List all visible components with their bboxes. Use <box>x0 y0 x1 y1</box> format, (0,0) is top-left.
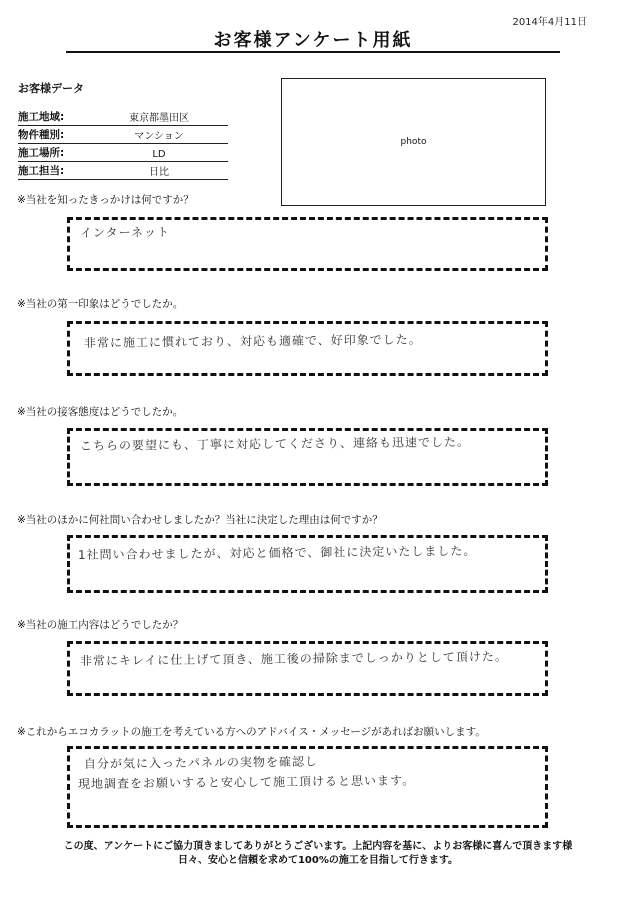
question-1: ※当社を知ったきっかけは何ですか？ <box>17 194 194 206</box>
answer-box-4 <box>67 535 548 593</box>
info-row-property-type <box>18 126 228 144</box>
answer-text-3: こちらの要望にも、丁寧に対応してくださり、連絡も迅速でした。 <box>79 434 471 453</box>
answer-text-4: 1社問い合わせましたが、対応と価格で、御社に決定いたしました。 <box>77 543 477 562</box>
answer-text-5: 非常にキレイに仕上げて頂き、施工後の掃除までしっかりとして頂けた。 <box>79 649 508 668</box>
question-4: ※当社のほかに何社問い合わせしましたか？当社に決定した理由は何ですか？ <box>17 514 383 526</box>
answer-box-2 <box>67 321 548 376</box>
answer-text-1: インターネット <box>79 225 170 240</box>
info-row-area <box>18 108 228 126</box>
closing-line-2: 日々、安心と信頼を求めて100%の施工を目指して行きます。 <box>177 855 459 866</box>
answer-text-6-line-2: 現地調査をお願いすると安心して施工頂けると思います。 <box>77 773 416 791</box>
customer-info-table <box>18 108 228 180</box>
question-6: ※これからエコカラットの施工を考えている方へのアドバイス・メッセージがあればお願いします。 <box>17 726 486 738</box>
photo-label: photo <box>400 137 427 147</box>
answer-box-5 <box>67 641 548 696</box>
answer-box-3 <box>67 428 548 486</box>
info-row-staff <box>18 162 228 180</box>
info-value: LD <box>152 149 166 160</box>
info-value: 東京都墨田区 <box>129 113 189 124</box>
answer-text-6-line-1: 自分が気に入ったパネルの実物を確認し <box>83 754 319 771</box>
info-value: 日比 <box>149 167 169 178</box>
closing-line-1: この度、アンケートにご協力頂きましてありがとうございます。上記内容を基に、よりお客様に喜んで頂きます様 <box>63 841 573 852</box>
question-2: ※当社の第一印象はどうでしたか。 <box>17 298 184 310</box>
page-title: お客様アンケート用紙 <box>213 30 413 51</box>
answer-box-1 <box>67 217 548 271</box>
question-5: ※当社の施工内容はどうでしたか？ <box>17 619 184 631</box>
info-value: マンション <box>134 131 184 142</box>
answer-box-6 <box>67 746 548 828</box>
info-label: 物件種別: <box>18 129 65 141</box>
closing-message <box>20 840 616 868</box>
customer-data-label: お客様データ <box>18 82 84 95</box>
info-row-location <box>18 144 228 162</box>
question-3: ※当社の接客態度はどうでしたか。 <box>17 406 184 418</box>
answer-text-2: 非常に施工に慣れており、対応も適確で、好印象でした。 <box>83 332 422 350</box>
info-label: 施工担当: <box>18 165 65 177</box>
survey-date: 2014年4月11日 <box>512 17 587 28</box>
info-label: 施工場所: <box>18 147 65 159</box>
photo-placeholder <box>281 78 546 206</box>
info-label: 施工地域: <box>18 111 65 123</box>
title-underline <box>66 51 560 53</box>
